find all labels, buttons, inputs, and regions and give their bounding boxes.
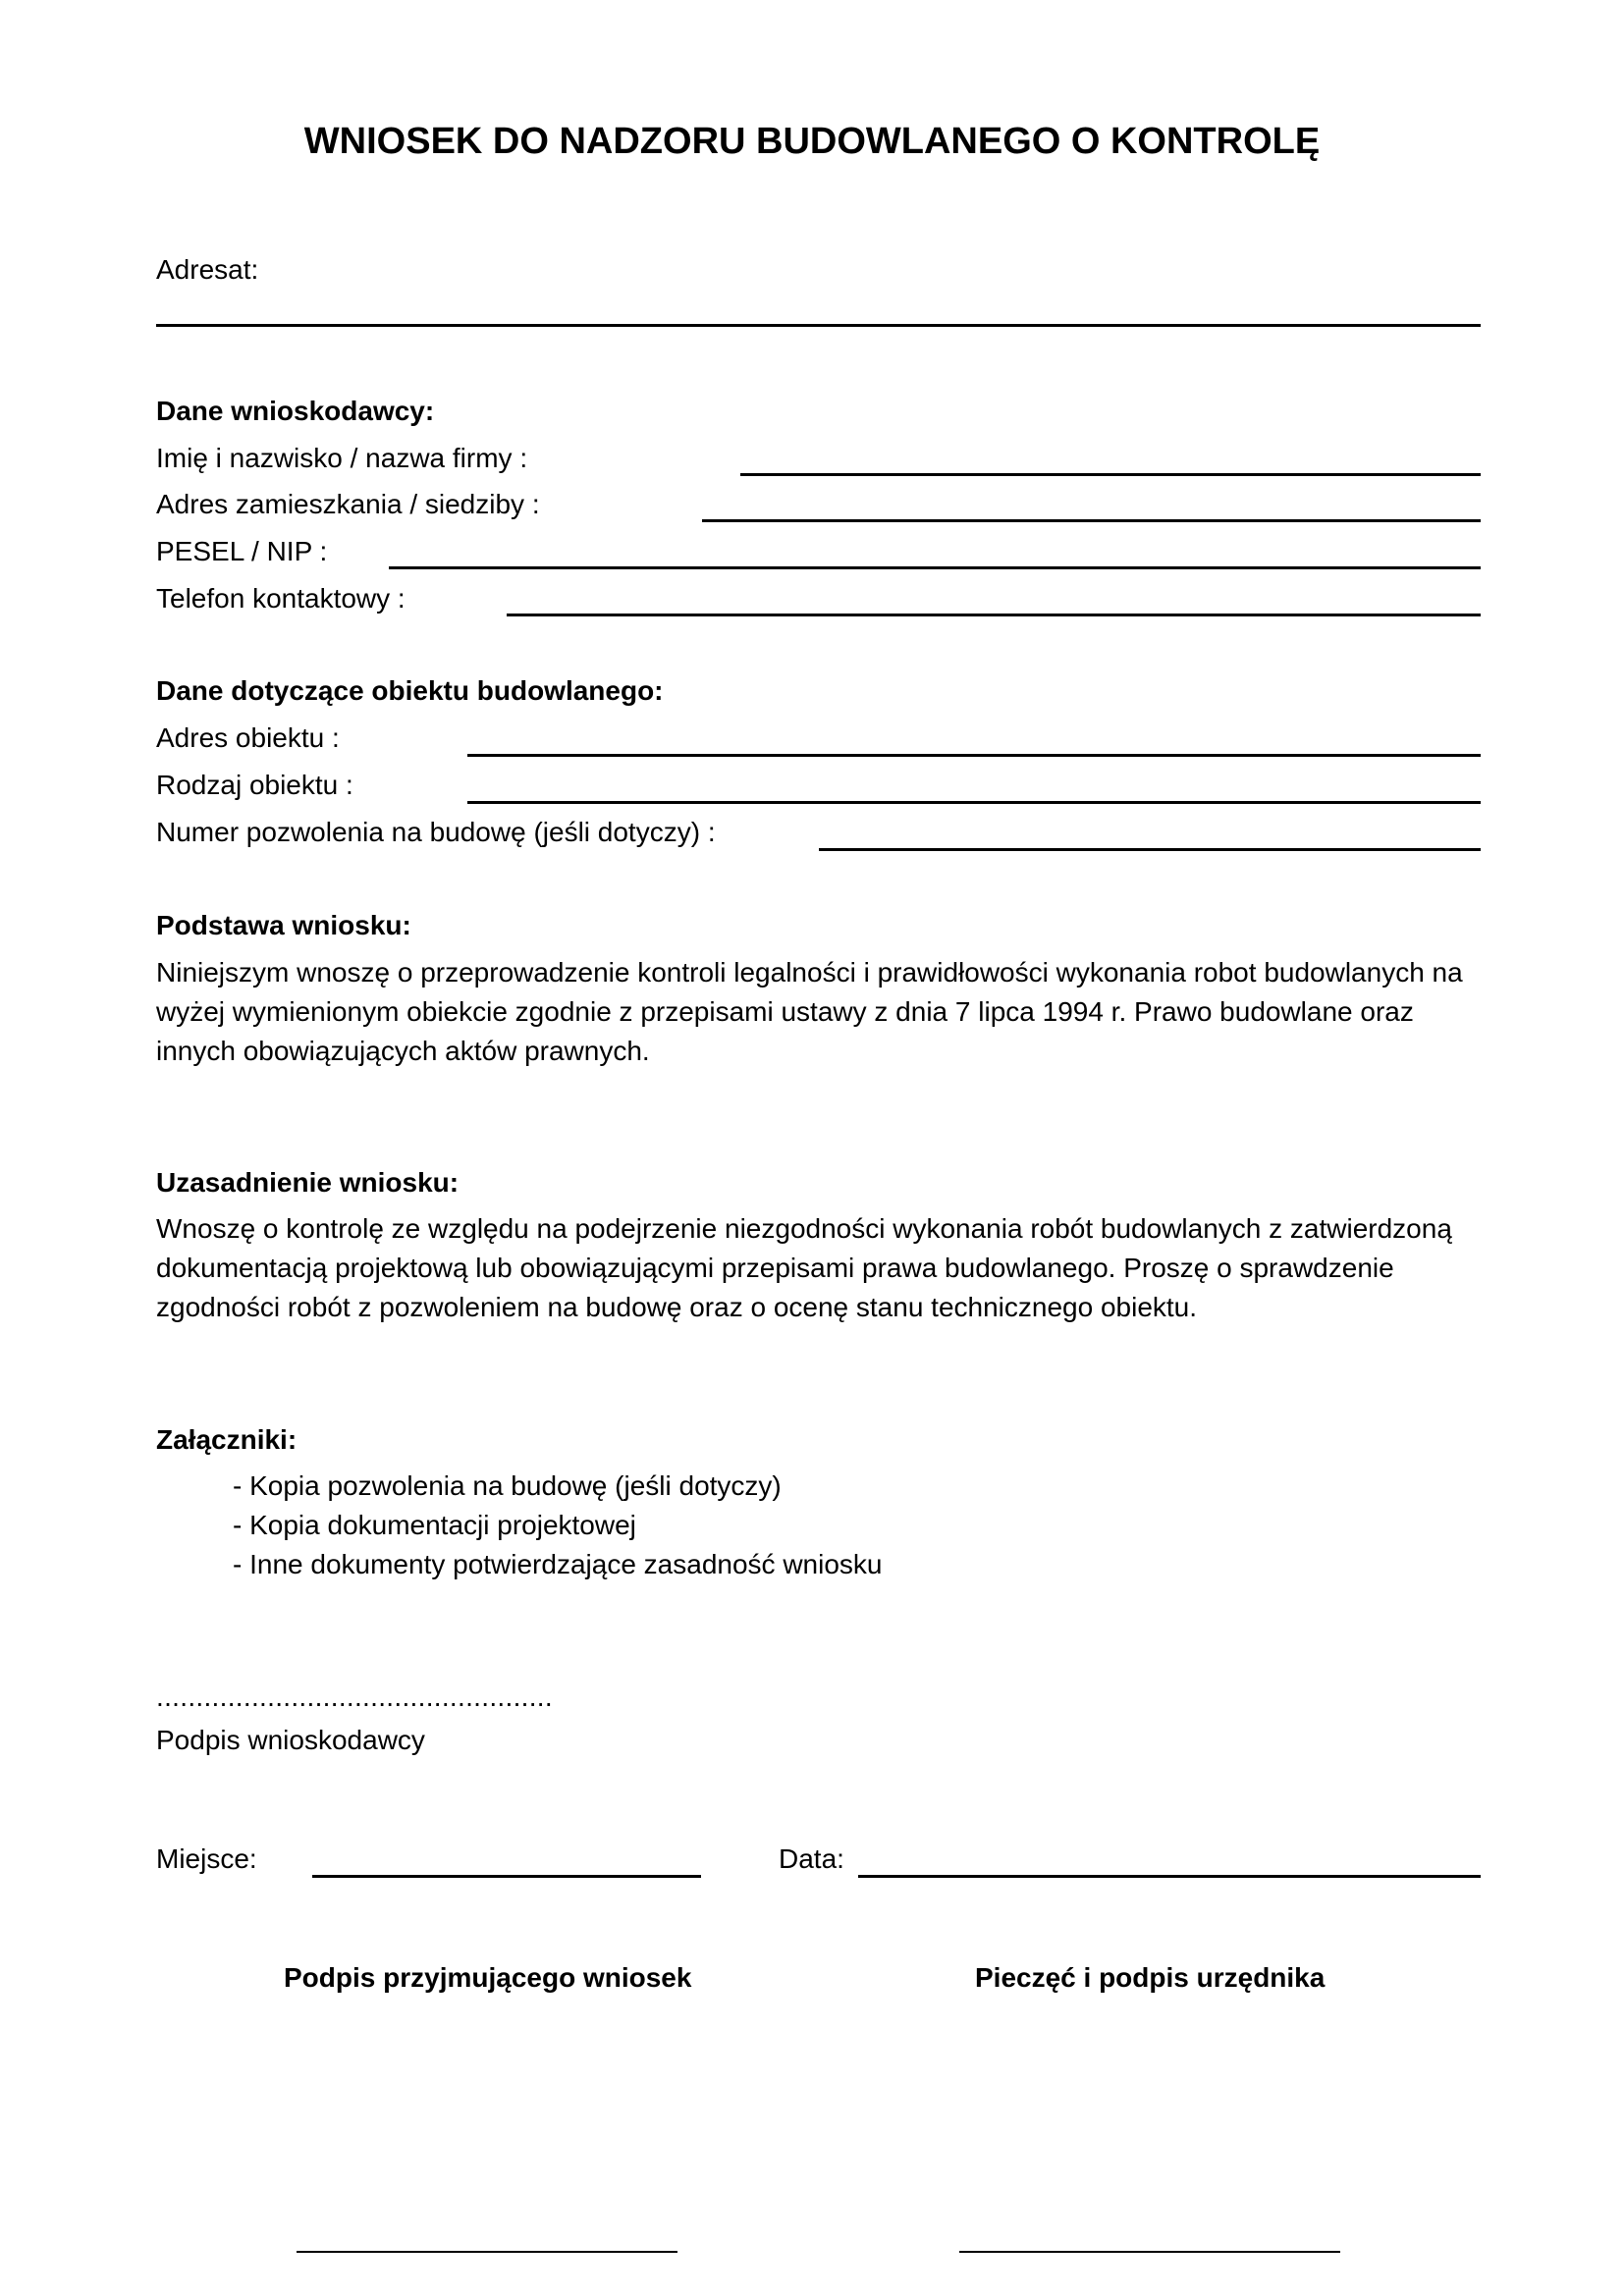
justification-paragraph (156, 1209, 1482, 1327)
place-line[interactable] (312, 1875, 701, 1878)
applicant-address-label: Adres zamieszkania / siedziby : (156, 489, 540, 519)
basis-line: innych obowiązujących aktów prawnych. (156, 1036, 650, 1066)
attachment-item: - Kopia pozwolenia na budowę (jeśli dotyczy) (233, 1470, 782, 1501)
building-permit-line[interactable] (819, 848, 1481, 851)
receiver-signature-line[interactable] (297, 2251, 677, 2253)
applicant-name-line[interactable] (740, 473, 1481, 476)
applicant-id-label: PESEL / NIP : (156, 536, 328, 566)
attachment-item: - Kopia dokumentacji projektowej (233, 1510, 636, 1540)
justification-heading: Uzasadnienie wniosku: (156, 1167, 460, 1198)
building-permit-label: Numer pozwolenia na budowę (jeśli dotyczy) : (156, 817, 716, 847)
building-address-line[interactable] (467, 754, 1481, 757)
basis-heading: Podstawa wniosku: (156, 910, 411, 940)
applicant-phone-label: Telefon kontaktowy : (156, 583, 406, 614)
official-signature-line[interactable] (959, 2251, 1340, 2253)
attachments-heading: Załączniki: (156, 1424, 298, 1455)
building-heading: Dane dotyczące obiektu budowlanego: (156, 675, 664, 706)
justification-line: zgodności robót z pozwoleniem na budowę oraz o ocenę stanu technicznego obiektu. (156, 1292, 1198, 1322)
applicant-phone-line[interactable] (507, 614, 1481, 616)
signature-dots[interactable]: .................................................. (156, 1682, 553, 1712)
building-type-label: Rodzaj obiektu : (156, 770, 353, 800)
applicant-address-line[interactable] (702, 519, 1481, 522)
basis-paragraph (156, 953, 1482, 1071)
official-signature-label: Pieczęć i podpis urzędnika (975, 1962, 1326, 1993)
date-label: Data: (779, 1843, 844, 1874)
applicant-name-label: Imię i nazwisko / nazwa firmy : (156, 443, 528, 473)
date-line[interactable] (858, 1875, 1481, 1878)
attachment-item: - Inne dokumenty potwierdzające zasadność wniosku (233, 1549, 883, 1579)
basis-line: Niniejszym wnoszę o przeprowadzenie kontroli legalności i prawidłowości wykonania robot budowlanych na (156, 957, 1463, 988)
building-type-line[interactable] (467, 801, 1481, 804)
justification-line: Wnoszę o kontrolę ze względu na podejrzenie niezgodności wykonania robót budowlanych z zatwierdzoną (156, 1213, 1452, 1244)
place-label: Miejsce: (156, 1843, 257, 1874)
attachments-list (233, 1467, 1411, 1584)
applicant-id-line[interactable] (389, 566, 1481, 569)
basis-line: wyżej wymienionym obiekcie zgodnie z przepisami ustawy z dnia 7 lipca 1994 r. Prawo budowlane oraz (156, 996, 1414, 1027)
applicant-heading: Dane wnioskodawcy: (156, 396, 435, 426)
receiver-signature-label: Podpis przyjmującego wniosek (284, 1962, 692, 1993)
justification-line: dokumentacją projektową lub obowiązującymi przepisami prawa budowlanego. Proszę o sprawdzenie (156, 1253, 1394, 1283)
document-title: WNIOSEK DO NADZORU BUDOWLANEGO O KONTROLĘ (303, 121, 1321, 162)
building-address-label: Adres obiektu : (156, 722, 340, 753)
addressee-label: Adresat: (156, 254, 259, 285)
addressee-line[interactable] (156, 324, 1481, 327)
signature-label: Podpis wnioskodawcy (156, 1725, 425, 1755)
